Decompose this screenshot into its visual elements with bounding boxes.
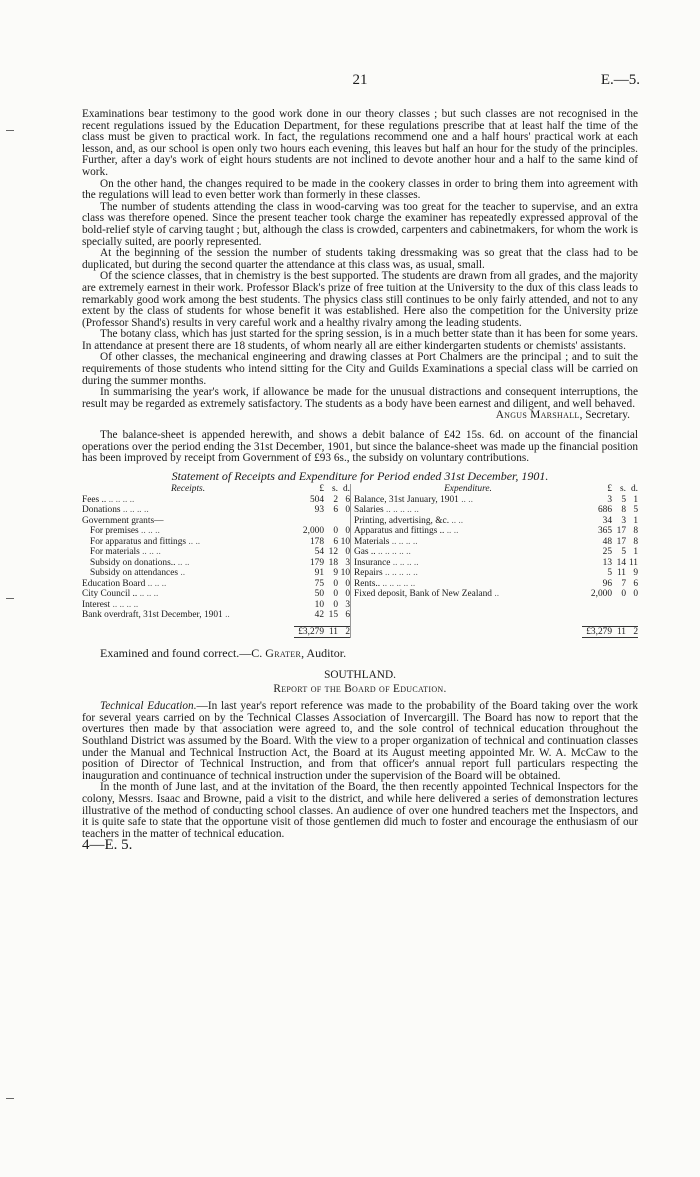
margin-mark	[6, 1098, 14, 1099]
account-label: Government grants—	[82, 515, 164, 526]
account-label: Repairs .. .. .. .. ..	[354, 568, 418, 579]
account-label: Gas .. .. .. .. .. ..	[354, 547, 411, 558]
pence: 10	[340, 536, 350, 547]
account-label: Insurance .. .. .. ..	[354, 557, 419, 568]
pence	[338, 516, 350, 527]
pounds: 25	[602, 547, 612, 558]
shillings	[324, 516, 338, 527]
paragraph: In the month of June last, and at the invitation of the Board, the then recently appointed Technical Inspectors for the colony, Messrs. Isaac and Browne, paid a visit to the district, and while here delivered a series of demonstration lectures illustrative of the method of conducting school classes. An audience of over one hundred teachers met the Inspectors, and it is quite safe to state that the opportune visit of those gentlemen did much to foster and encourage the enthusiasm of our teachers in the matter of technical education.	[82, 781, 638, 840]
pence: 8	[633, 526, 638, 537]
auditor-name: Grater	[265, 646, 302, 661]
margin-mark	[6, 598, 14, 599]
pounds: 48	[602, 536, 612, 547]
shilling-head: s.	[332, 484, 338, 495]
account-row	[354, 547, 638, 558]
pence: 0	[345, 526, 350, 537]
paragraph: Of the science classes, that in chemistry is the best supported. The students are drawn from all grades, and the majority are extremely earnest in their work. Professor Black's prize of free tuition at the University to the dux of this class leads to remarkably good work among the best students. The physics class still continues to be only fairly attended, and not to any extent by the class of students for whose benefit it was established. Here also the competition for the University prize (Professor Shand's) results in very careful work and a healthy rivalry among the leading students.	[82, 270, 638, 329]
pence: 0	[345, 589, 350, 600]
account-amount	[582, 568, 638, 579]
auditor-line	[82, 648, 638, 660]
paragraph-text: —In last year's report reference was made to the probability of the Board taking over the work for several years carried on by the Technical Classes Association of Invercargill. The Board has now to report that the overtures then made by that association were agreed to, and the sole control of technical education throughout the Southland District was assumed by the Board. With the view to a proper organization of technical and continuation classes under the Manual and Technical Instruction Act, the Board at its August meeting appointed Mr. W. A. McCaw to the position of Director of Technical Instruction, and from that officer's annual report full particulars respecting the inauguration and continuance of technical instruction under the supervision of the Board will be obtained.	[82, 700, 638, 782]
account-amount	[294, 610, 350, 621]
account-row	[82, 568, 350, 579]
auditor-text: Examined and found correct.—C.	[100, 646, 266, 661]
paragraph: At the beginning of the session the number of students taking dressmaking was so great that the class had to be duplicated, but during the second quarter the attendance at this class was, as usual, small.	[82, 247, 638, 271]
account-amount	[582, 516, 638, 527]
pounds: 42	[314, 610, 324, 621]
shillings: 5	[621, 547, 626, 558]
pounds: 50	[314, 589, 324, 600]
pence: 0	[633, 589, 638, 600]
account-label: Subsidy on attendances ..	[90, 568, 186, 579]
pence: 10	[340, 568, 350, 579]
account-row	[82, 558, 350, 569]
expenditure-rows	[354, 495, 638, 600]
account-amount	[294, 537, 350, 548]
account-amount	[582, 579, 638, 590]
balance-paragraph: The balance-sheet is appended herewith, and shows a debit balance of £42 15s. 6d. on account of the financial operations over the period ending the 31st December, 1901, but since the balance-sheet was made up the financial position has been improved by receipt from Government of £93 6s., the subsidy on voluntary contributions.	[82, 429, 638, 465]
account-row	[354, 558, 638, 569]
pounds: 686	[597, 505, 612, 516]
account-amount	[582, 547, 638, 558]
paragraph: In summarising the year's work, if allowance be made for the unusual distractions and consequent interruptions, the result may be regarded as extremely satisfactory. The students as a body have been earnest and diligent, and well behaved.	[82, 386, 638, 410]
pounds: 2,000	[302, 526, 324, 537]
total-shillings: 11	[616, 626, 626, 637]
account-label: Apparatus and fittings .. .. ..	[354, 526, 459, 537]
currency-head	[582, 484, 638, 495]
shillings: 0	[333, 526, 338, 537]
account-row	[82, 600, 350, 611]
section-subheading: Report of the Board of Education.	[273, 682, 447, 695]
shillings: 2	[333, 494, 338, 505]
pence-head: d.	[630, 484, 638, 495]
page-header	[82, 72, 638, 90]
pounds: 179	[309, 557, 324, 568]
account-amount	[582, 526, 638, 537]
account-amount	[294, 589, 350, 600]
account-label: City Council .. .. .. ..	[82, 589, 159, 600]
pence: 0	[345, 505, 350, 516]
statement-title: Statement of Receipts and Expenditure for Period ended 31st December, 1901.	[171, 468, 549, 483]
account-label: Salaries .. .. .. .. ..	[354, 505, 419, 516]
pound-head: £	[607, 484, 612, 495]
pence: 9	[633, 568, 638, 579]
currency-head	[294, 484, 350, 495]
paragraph: Of other classes, the mechanical engineering and drawing classes at Port Chalmers are the principal ; and to suit the requirements of those students who intend sitting for the City and Guilds Examinations a special class will be carried on during the summer months.	[82, 351, 638, 387]
pence: 0	[345, 578, 350, 589]
account-row	[82, 537, 350, 548]
signature-mark: 4—E. 5.	[82, 837, 133, 854]
account-label: Bank overdraft, 31st December, 1901 ..	[82, 610, 230, 621]
account-row	[82, 547, 350, 558]
total-shillings: 11	[328, 626, 338, 637]
paragraph: On the other hand, the changes required to be made in the cookery classes in order to bring them into agreement with the regulations will lead to even better work than formerly in these classes.	[82, 177, 638, 202]
statement-table	[82, 484, 638, 638]
account-row	[82, 505, 350, 516]
pounds: 13	[602, 557, 612, 568]
section-heading: SOUTHLAND.	[324, 669, 396, 681]
total-pounds: £3,279	[298, 626, 324, 637]
shillings: 8	[621, 505, 626, 516]
account-amount	[294, 568, 350, 579]
total-pounds: £3,279	[586, 626, 612, 637]
pounds: 5	[607, 568, 612, 579]
receipts-total-row	[82, 626, 350, 639]
receipts-total	[294, 626, 350, 639]
account-row	[82, 589, 350, 600]
account-label: Interest .. .. .. ..	[82, 599, 139, 610]
account-row	[82, 526, 350, 537]
account-label: For materials .. .. ..	[90, 547, 161, 558]
expenditure-header-row	[354, 484, 638, 495]
expenditure-heading: Expenditure.	[444, 484, 492, 495]
account-label: For apparatus and fittings .. ..	[90, 536, 201, 547]
expenditure-column	[350, 484, 638, 638]
pence: 1	[633, 547, 638, 558]
pence: 1	[633, 494, 638, 505]
pence: 0	[345, 547, 350, 558]
pounds: 504	[309, 494, 324, 505]
account-row	[354, 537, 638, 548]
receipts-rows	[82, 495, 350, 621]
page-reference: E.—5.	[600, 72, 640, 88]
pence: 11	[628, 557, 638, 568]
account-amount	[294, 547, 350, 558]
account-row	[354, 579, 638, 590]
account-row	[354, 505, 638, 516]
account-row	[82, 495, 350, 506]
receipts-column	[82, 484, 350, 638]
shillings: 0	[621, 589, 626, 600]
account-label: Donations .. .. .. ..	[82, 505, 149, 516]
pounds	[294, 516, 324, 527]
shillings: 7	[621, 578, 626, 589]
pounds: 3	[607, 494, 612, 505]
margin-mark	[6, 130, 14, 131]
document-body	[82, 109, 638, 852]
shillings: 17	[616, 526, 626, 537]
shillings: 6	[333, 505, 338, 516]
pounds: 93	[314, 505, 324, 516]
shillings: 11	[616, 568, 626, 579]
signature-role: Secretary.	[585, 409, 630, 422]
total-pence: 2	[345, 626, 350, 637]
pounds: 178	[309, 536, 324, 547]
pounds: 34	[602, 515, 612, 526]
account-amount	[582, 537, 638, 548]
pence: 6	[345, 494, 350, 505]
account-amount	[294, 600, 350, 611]
account-amount	[294, 526, 350, 537]
account-amount	[582, 495, 638, 506]
receipts-header-row	[82, 484, 350, 495]
shillings: 12	[328, 547, 338, 558]
total-pence: 2	[633, 626, 638, 637]
account-label: Fees .. .. .. .. ..	[82, 494, 135, 505]
paragraph	[82, 701, 638, 782]
account-label: Education Board .. .. ..	[82, 578, 167, 589]
paragraph: Examinations bear testimony to the good work done in our theory classes ; but such classes are not recognised in the recent regulations issued by the Education Department, for these regulations prescribe that at least half the time of the class must be given to practical work. In fact, the regulations recommend one and a half hours' practical work at each lesson, and, as our school is open only two hours each evening, this leaves but half an hour for the study of the principles. Further, after a day's work of eight hours students are not inclined to devote another hour and a half to the same kind of work.	[82, 108, 638, 178]
account-amount	[294, 516, 350, 527]
account-row	[354, 526, 638, 537]
pence: 8	[633, 536, 638, 547]
account-amount	[294, 558, 350, 569]
account-amount	[294, 579, 350, 590]
shillings: 9	[333, 568, 338, 579]
pounds: 54	[314, 547, 324, 558]
pounds: 365	[597, 526, 612, 537]
shillings: 0	[333, 599, 338, 610]
account-amount	[582, 589, 638, 600]
pounds: 10	[314, 599, 324, 610]
pence: 5	[633, 505, 638, 516]
account-label: Printing, advertising, &c. .. ..	[354, 515, 464, 526]
shillings: 5	[621, 494, 626, 505]
expenditure-total-row	[354, 626, 638, 639]
shillings: 14	[616, 557, 626, 568]
paragraph: The botany class, which has just started for the spring session, is in a much better state than it has been for some years. In attendance at present there are 18 students, of whom nearly all are either kindergarten students or chemists' assistants.	[82, 328, 638, 352]
expenditure-total	[582, 626, 638, 639]
paragraph: The number of students attending the class in wood-carving was too great for the teacher to supervise, and an extra class was therefore opened. Since the present teacher took charge the examiner has repeatedly expressed approval of the bold-relief style of carving taught ; but, although the class is crowded, carpenters and cabinetmakers, for whom the work is specially suited, are poorly represented.	[82, 200, 638, 248]
pence: 6	[633, 578, 638, 589]
account-amount	[582, 505, 638, 516]
shilling-head: s.	[620, 484, 626, 495]
signature: Angus Marshall, Secretary.	[495, 409, 630, 422]
account-label: Materials .. .. .. ..	[354, 536, 418, 547]
account-row	[82, 610, 350, 621]
account-row	[354, 516, 638, 527]
account-row	[354, 568, 638, 579]
pounds: 75	[314, 578, 324, 589]
account-label: For premises .. .. ..	[90, 526, 160, 537]
account-row	[354, 589, 638, 600]
pence-head: d.	[342, 484, 350, 495]
pounds: 2,000	[590, 589, 612, 600]
account-row	[82, 516, 350, 527]
pence: 6	[345, 610, 350, 621]
shillings: 15	[328, 610, 338, 621]
account-amount	[294, 505, 350, 516]
account-label: Subsidy on donations.. .. ..	[90, 557, 190, 568]
shillings: 0	[333, 578, 338, 589]
page-number: 21	[352, 72, 368, 88]
pounds: 91	[314, 568, 324, 579]
pence: 3	[345, 557, 350, 568]
pence: 3	[345, 599, 350, 610]
account-row	[82, 579, 350, 590]
account-label: Fixed deposit, Bank of New Zealand ..	[354, 589, 500, 600]
shillings: 17	[616, 536, 626, 547]
pounds: 96	[602, 578, 612, 589]
account-amount	[582, 558, 638, 569]
receipts-heading: Receipts.	[170, 484, 206, 495]
paragraph-lead: Technical Education.	[100, 700, 197, 713]
account-label: Rents.. .. .. .. .. ..	[354, 578, 416, 589]
pence: 1	[633, 515, 638, 526]
shillings: 0	[333, 589, 338, 600]
pound-head: £	[319, 484, 324, 495]
shillings: 18	[328, 557, 338, 568]
signature-name: Angus Marshall	[495, 409, 580, 422]
shillings: 6	[333, 536, 338, 547]
account-amount	[294, 495, 350, 506]
account-row	[354, 495, 638, 506]
account-label: Balance, 31st January, 1901 .. ..	[354, 494, 473, 505]
auditor-role: , Auditor.	[301, 646, 347, 661]
shillings: 3	[621, 515, 626, 526]
